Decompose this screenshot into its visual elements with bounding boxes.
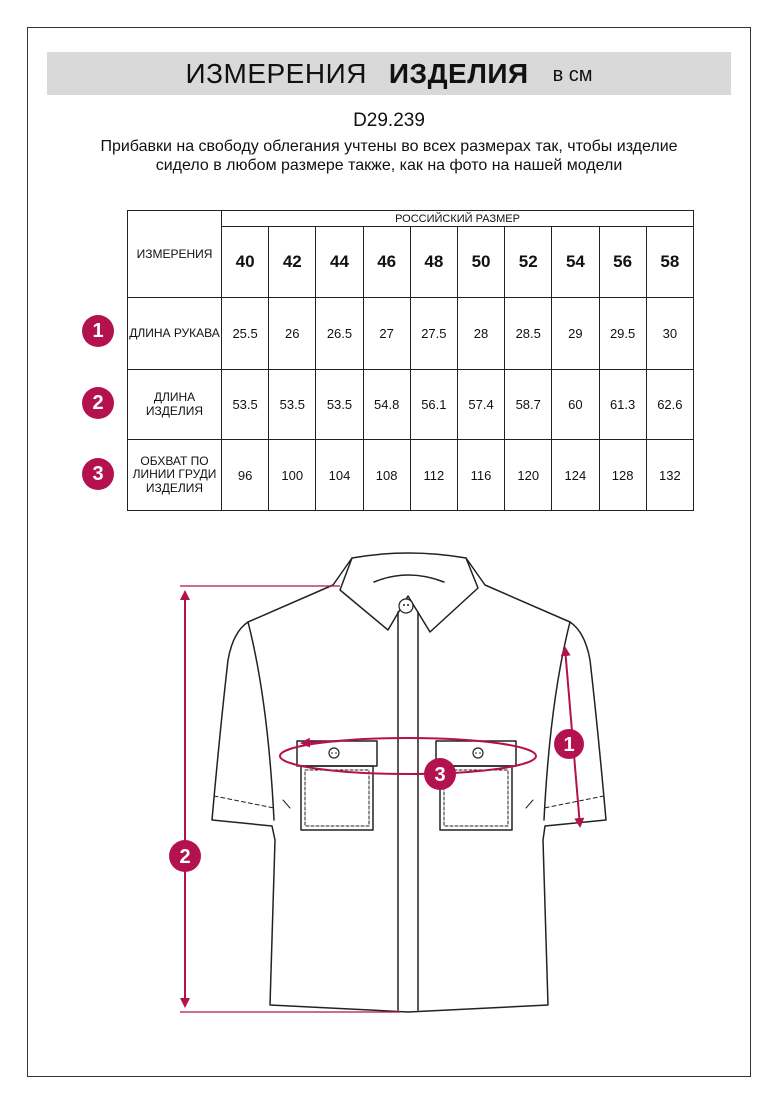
size-header: 46 — [363, 227, 410, 298]
collar-button — [399, 599, 413, 613]
table-cell: 104 — [316, 440, 363, 511]
table-cell: 56.1 — [410, 370, 457, 440]
table-cell: 26.5 — [316, 298, 363, 370]
size-header: 50 — [457, 227, 504, 298]
table-cell: 57.4 — [457, 370, 504, 440]
row-label: ДЛИНА РУКАВА — [128, 298, 222, 370]
table-cell: 28.5 — [505, 298, 552, 370]
left-armhole — [248, 622, 274, 820]
right-cuff — [544, 796, 604, 808]
sleeve-marker — [554, 729, 584, 759]
left-cuff — [214, 796, 274, 808]
row-badge-1: 1 — [82, 315, 114, 347]
table-cell: 27.5 — [410, 298, 457, 370]
table-cell: 25.5 — [222, 298, 269, 370]
table-cell: 132 — [646, 440, 693, 511]
table-cell: 53.5 — [222, 370, 269, 440]
size-header: 40 — [222, 227, 269, 298]
table-cell: 54.8 — [363, 370, 410, 440]
size-system-label: РОССИЙСКИЙ РАЗМЕР — [222, 211, 694, 227]
shirt-outline — [212, 558, 606, 1012]
table-cell: 128 — [599, 440, 646, 511]
article-number: D29.239 — [353, 110, 425, 131]
table-cell: 60 — [552, 370, 599, 440]
table-cell: 28 — [457, 298, 504, 370]
table-cell: 26 — [269, 298, 316, 370]
table-cell: 29 — [552, 298, 599, 370]
size-header: 56 — [599, 227, 646, 298]
collar-stand — [374, 575, 444, 582]
chest-ellipse — [280, 738, 536, 774]
size-header: 52 — [505, 227, 552, 298]
row-badge-2: 2 — [82, 387, 114, 419]
chest-marker — [424, 758, 456, 790]
chest-marker-label: 3 — [434, 764, 446, 786]
fit-description: Прибавки на свободу облегания учтены во всех размерах так, чтобы изделие сидело в любом размере также, как на фото на нашей модели — [100, 138, 678, 174]
row-badge-3: 3 — [82, 458, 114, 490]
table-cell: 116 — [457, 440, 504, 511]
length-marker — [169, 840, 201, 872]
table-cell: 112 — [410, 440, 457, 511]
left-pocket-button — [329, 748, 339, 758]
row-label: ОБХВАТ ПО ЛИНИИ ГРУДИ ИЗДЕЛИЯ — [128, 440, 222, 511]
title-measurements: ИЗМЕРЕНИЯ — [185, 57, 367, 89]
length-marker-label: 2 — [179, 846, 191, 868]
size-header: 42 — [269, 227, 316, 298]
table-cell: 53.5 — [269, 370, 316, 440]
table-cell: 30 — [646, 298, 693, 370]
size-header: 44 — [316, 227, 363, 298]
size-header: 58 — [646, 227, 693, 298]
left-pocket — [301, 766, 373, 830]
size-header: 48 — [410, 227, 457, 298]
measurements-header: ИЗМЕРЕНИЯ — [128, 211, 222, 298]
title-product: ИЗДЕЛИЯ — [388, 57, 529, 89]
row-label: ДЛИНА ИЗДЕЛИЯ — [128, 370, 222, 440]
table-cell: 96 — [222, 440, 269, 511]
sleeve-marker-label: 1 — [563, 734, 575, 756]
table-cell: 53.5 — [316, 370, 363, 440]
right-pocket-button — [473, 748, 483, 758]
title-unit: в см — [552, 64, 593, 86]
table-cell: 27 — [363, 298, 410, 370]
table-cell: 58.7 — [505, 370, 552, 440]
table-cell: 108 — [363, 440, 410, 511]
collar — [340, 553, 478, 632]
table-cell: 61.3 — [599, 370, 646, 440]
table-cell: 62.6 — [646, 370, 693, 440]
table-cell: 29.5 — [599, 298, 646, 370]
table-cell: 120 — [505, 440, 552, 511]
size-header: 54 — [552, 227, 599, 298]
table-cell: 124 — [552, 440, 599, 511]
placket — [398, 612, 418, 1010]
table-cell: 100 — [269, 440, 316, 511]
